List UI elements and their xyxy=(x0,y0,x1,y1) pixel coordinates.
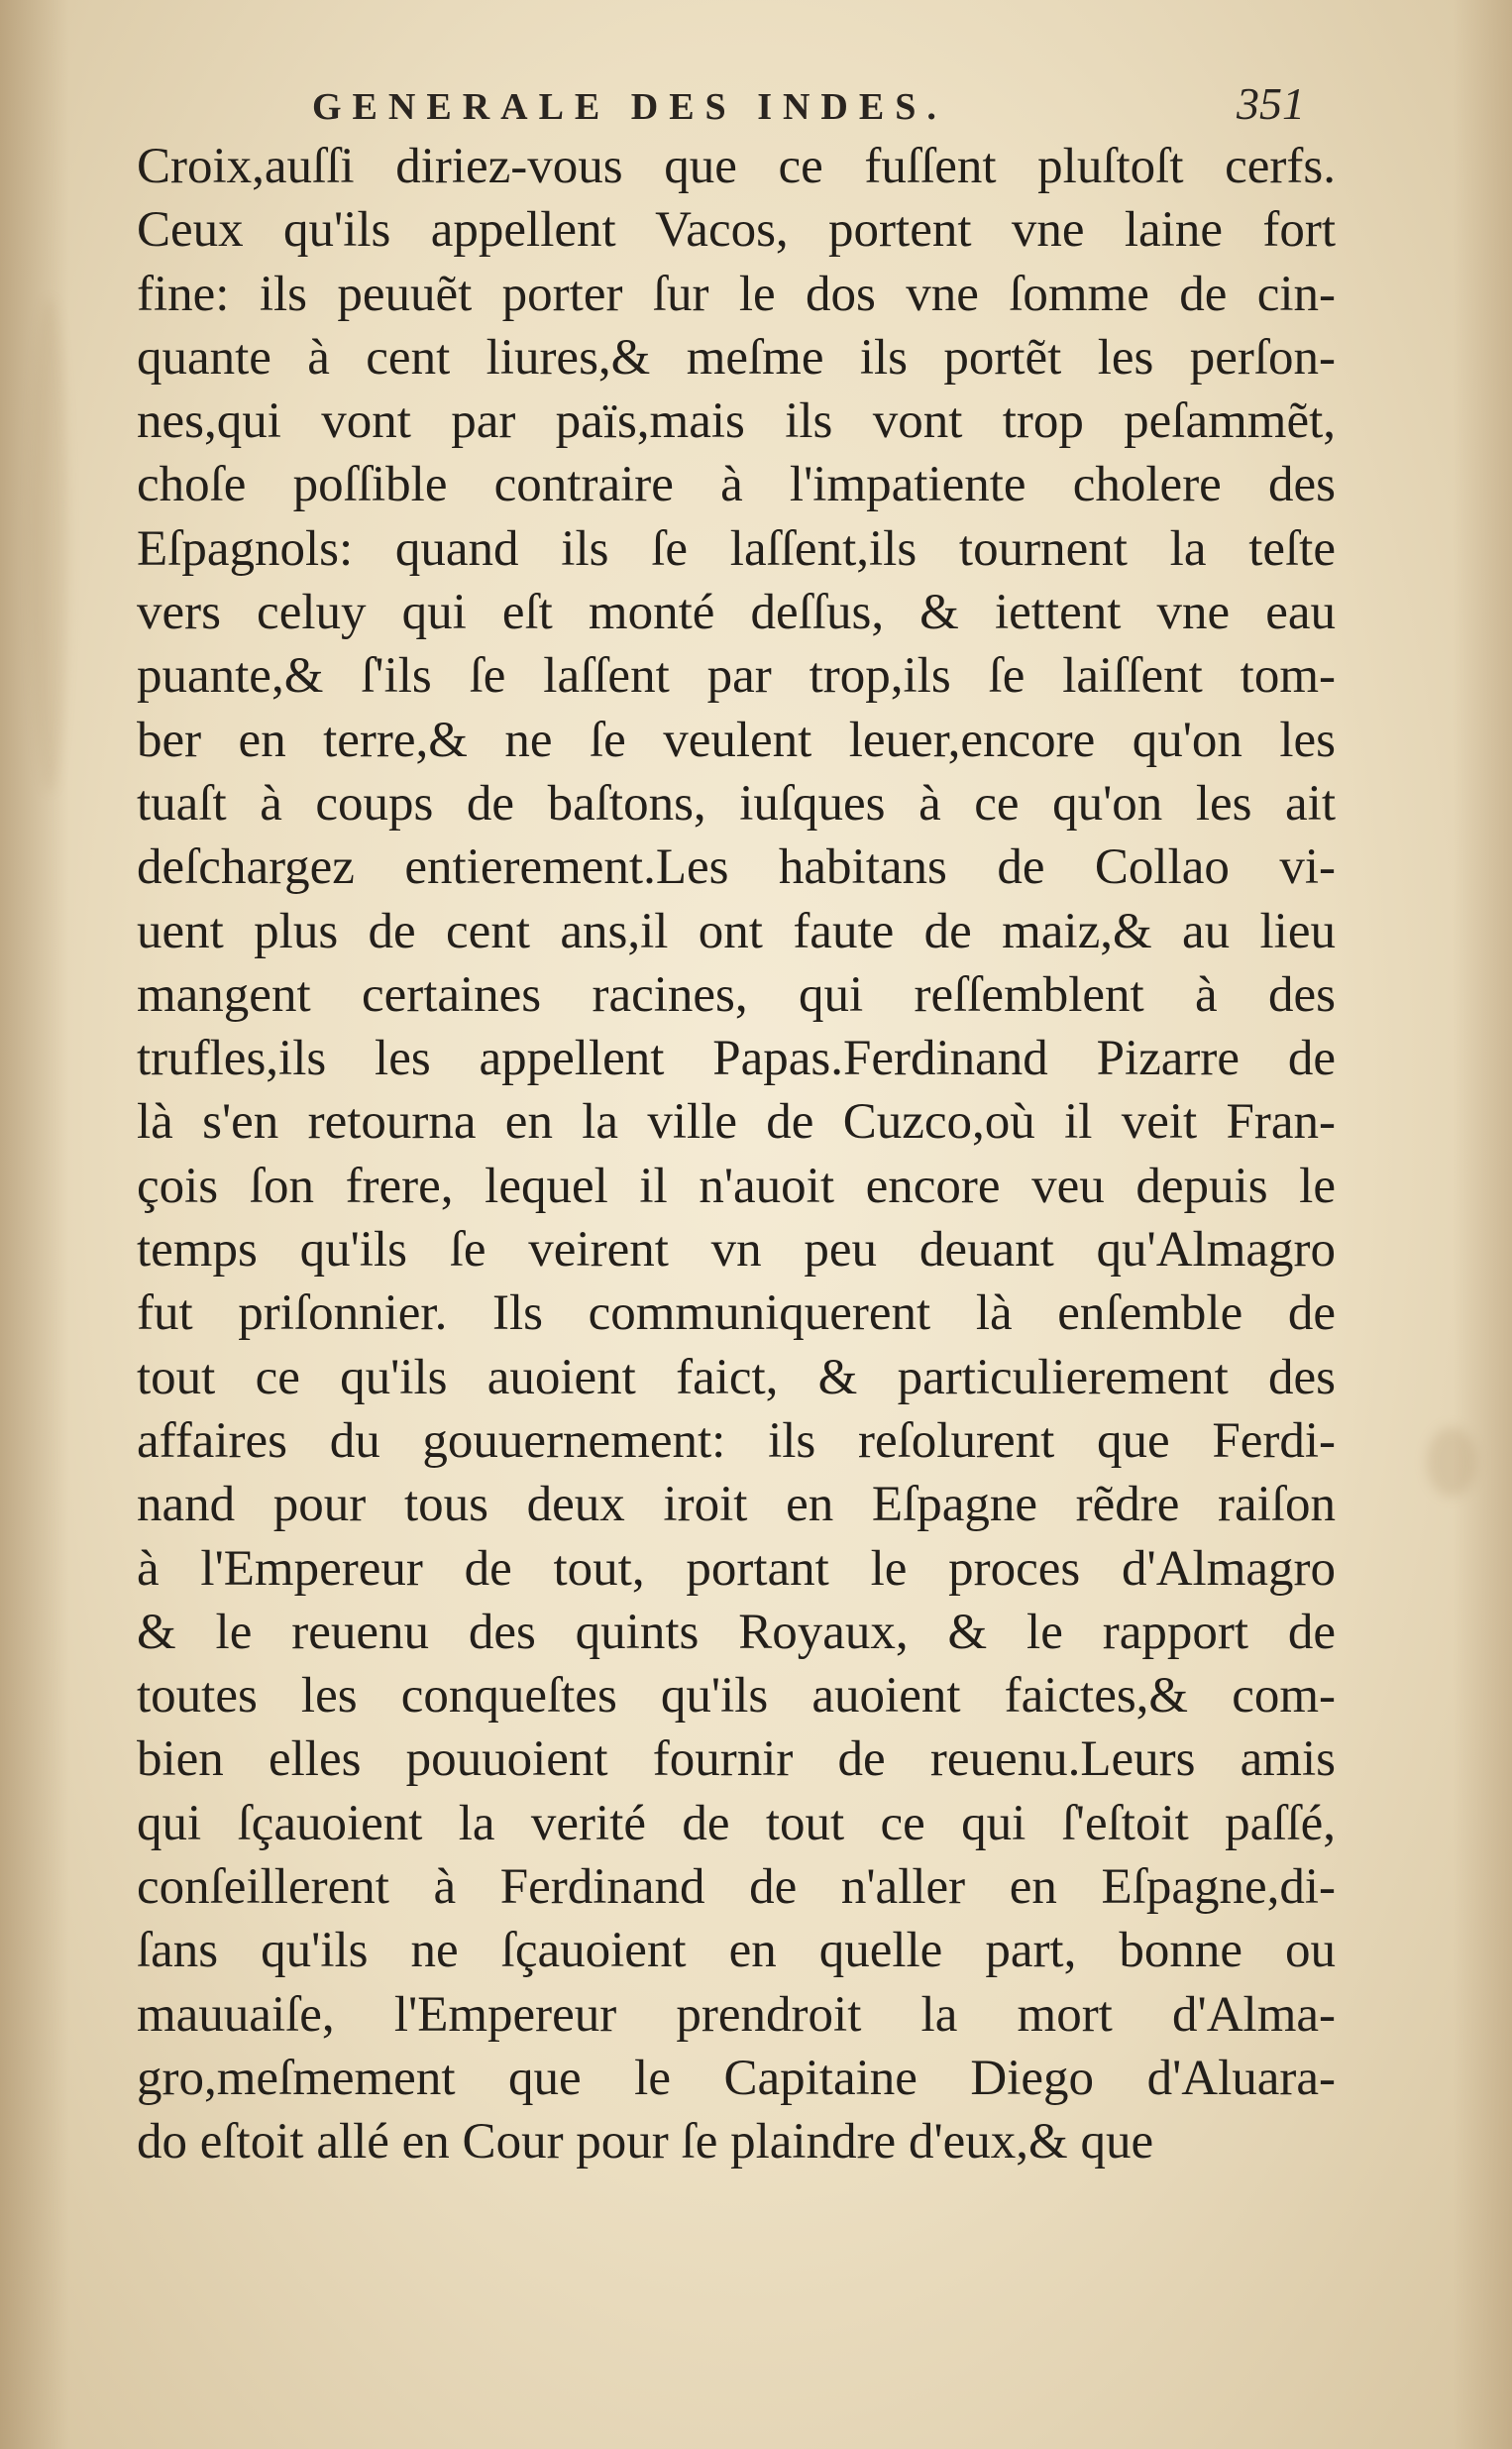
text-line: çois ſon frere, lequel il n'auoit encore veu depuis le xyxy=(137,1158,1336,1214)
text-line: Ceux qu'ils appellent Vacos, portent vne laine fort xyxy=(137,202,1336,259)
text-line: trufles,ils les appellent Papas.Ferdinand Pizarre de xyxy=(137,1031,1336,1087)
text-line: qui ſçauoient la verité de tout ce qui ſ'eſtoit paſſé, xyxy=(137,1795,1336,1851)
text-line: tuaſt à coups de baſtons, iuſques à ce qu'on les ait xyxy=(137,775,1336,832)
text-line: deſchargez entierement.Les habitans de Collao vi- xyxy=(137,839,1336,896)
paper-stain xyxy=(30,297,69,793)
text-line: fine: ils peuuẽt porter ſur le dos vne ſomme de cin- xyxy=(137,266,1336,322)
text-line: choſe poſſible contraire à l'impatiente cholere des xyxy=(137,457,1336,513)
text-line: fut priſonnier. Ils communiquerent là enſemble de xyxy=(137,1285,1336,1342)
text-line: nand pour tous deux iroit en Eſpagne rẽdre raiſon xyxy=(137,1477,1336,1533)
text-line: ber en terre,& ne ſe veulent leuer,encore qu'on les xyxy=(137,712,1336,768)
text-line: temps qu'ils ſe veirent vn peu deuant qu'Almagro xyxy=(137,1222,1336,1279)
text-line: toutes les conqueſtes qu'ils auoient faictes,& com- xyxy=(137,1668,1336,1725)
text-line: ſans qu'ils ne ſçauoient en quelle part, bonne ou xyxy=(137,1923,1336,1979)
page-header xyxy=(149,77,1338,137)
text-line: mauuaiſe, l'Empereur prendroit la mort d'Alma- xyxy=(137,1986,1336,2043)
text-line: vers celuy qui eſt monté deſſus, & iettent vne eau xyxy=(137,585,1336,641)
text-line: conſeillerent à Ferdinand de n'aller en Eſpagne,di- xyxy=(137,1859,1336,1916)
text-line: affaires du gouuernement: ils reſolurent que Ferdi- xyxy=(137,1412,1336,1469)
text-line: tout ce qu'ils auoient faict, & particulierement des xyxy=(137,1349,1336,1405)
text-line: do eſtoit allé en Cour pour ſe plaindre d'eux,& que xyxy=(137,2114,1154,2171)
text-line: là s'en retourna en la ville de Cuzco,où il veit Fran- xyxy=(137,1094,1336,1151)
text-line: quante à cent liures,& meſme ils portẽt les perſon- xyxy=(137,329,1336,386)
text-line: mangent certaines racines, qui reſſemblent à des xyxy=(137,966,1336,1023)
page-number: 351 xyxy=(1237,78,1305,129)
text-line: bien elles pouuoient fournir de reuenu.Leurs amis xyxy=(137,1731,1336,1788)
text-line: gro,meſmement que le Capitaine Diego d'Aluara- xyxy=(137,2050,1336,2106)
paper-stain xyxy=(1427,1427,1476,1497)
text-line: Eſpagnols: quand ils ſe laſſent,ils tournent la teſte xyxy=(137,520,1336,577)
text-line: nes,qui vont par païs,mais ils vont trop peſammẽt, xyxy=(137,393,1336,450)
body-text xyxy=(137,135,1336,2174)
text-line: uent plus de cent ans,il ont faute de maiz,& au lieu xyxy=(137,903,1336,959)
text-line: Croix,auſſi diriez-vous que ce fuſſent pluſtoſt cerfs. xyxy=(137,139,1336,194)
running-head: GENERALE DES INDES. xyxy=(312,86,947,128)
text-line: à l'Empereur de tout, portant le proces d'Almagro xyxy=(137,1540,1336,1597)
text-line: puante,& ſ'ils ſe laſſent par trop,ils ſe laiſſent tom- xyxy=(137,648,1336,705)
text-line: & le reuenu des quints Royaux, & le rapport de xyxy=(137,1604,1336,1660)
